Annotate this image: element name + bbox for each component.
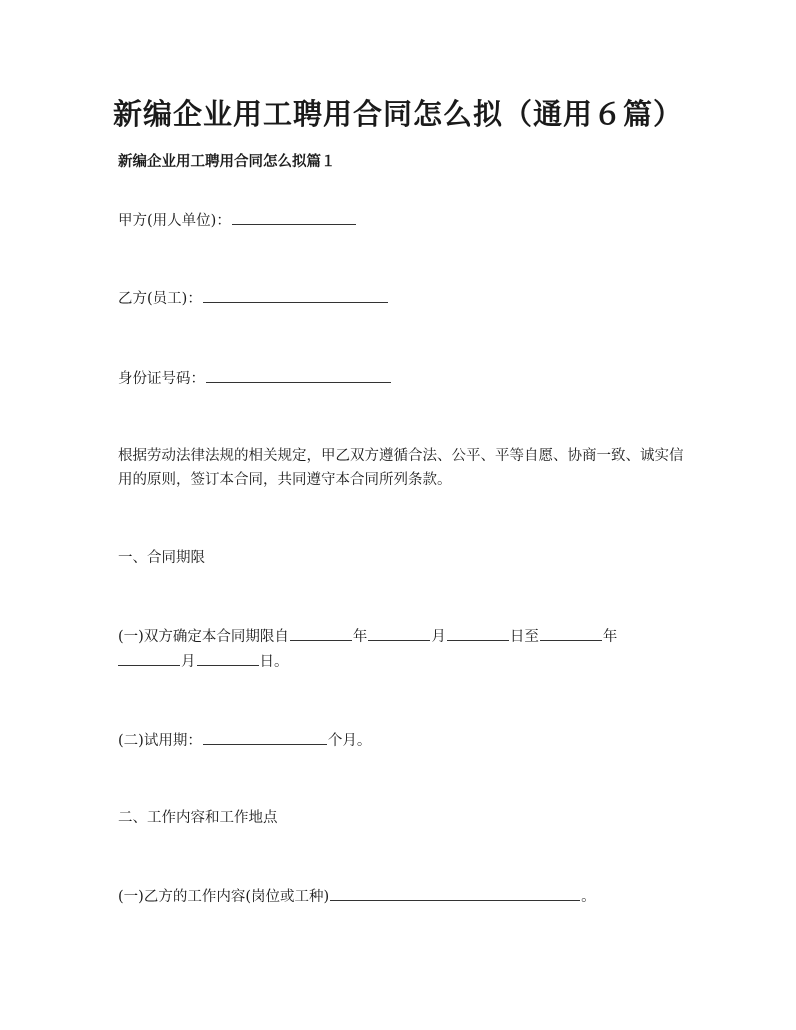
document-title: 新编企业用工聘用合同怎么拟（通用６篇） [112,97,683,131]
term-year-label: 年 [352,629,368,645]
term-year2-label: 年 [602,629,618,645]
section-heading: 新编企业用工聘用合同怎么拟篇１ [118,153,336,170]
party-b-label: 乙方(员工)： [118,291,202,307]
job-content-blank [330,884,580,901]
contract-term-clause [118,624,648,674]
party-a-label: 甲方(用人单位)： [118,213,231,229]
article-2-heading: 二、工作内容和工作地点 [118,810,278,826]
term-start-month-blank [368,624,430,641]
term-month-label: 月 [431,629,446,645]
term-start-day-blank [447,624,509,641]
term-end-year-blank [540,624,602,641]
id-number-line [118,366,688,391]
term-start-year-blank [290,624,352,641]
term-end-month-blank [118,649,180,666]
probation-clause [118,728,688,753]
term-end-day-blank [197,649,259,666]
term-prefix: (一)双方确定本合同期限自 [118,629,289,645]
term-month2-label: 月 [181,654,196,670]
probation-blank [203,728,327,745]
job-content-suffix: 。 [581,889,596,905]
party-a-line [118,208,688,233]
probation-suffix: 个月。 [327,733,372,749]
party-b-line [118,286,688,311]
term-day-to-label: 日至 [509,629,539,645]
probation-label: (二)试用期： [118,733,202,749]
id-number-blank [206,366,391,383]
party-b-blank [203,286,388,303]
job-content-label: (一)乙方的工作内容(岗位或工种) [118,889,330,905]
article-1-heading: 一、合同期限 [118,550,205,566]
party-a-blank [232,208,356,225]
term-day-end-label: 日。 [259,654,289,670]
intro-paragraph: 根据劳动法律法规的相关规定，甲乙双方遵循合法、公平、平等自愿、协商一致、诚实信用的原则，签订本合同，共同遵守本合同所列条款。 [118,448,684,488]
job-content-clause [118,884,688,909]
id-number-label: 身份证号码： [118,371,205,387]
